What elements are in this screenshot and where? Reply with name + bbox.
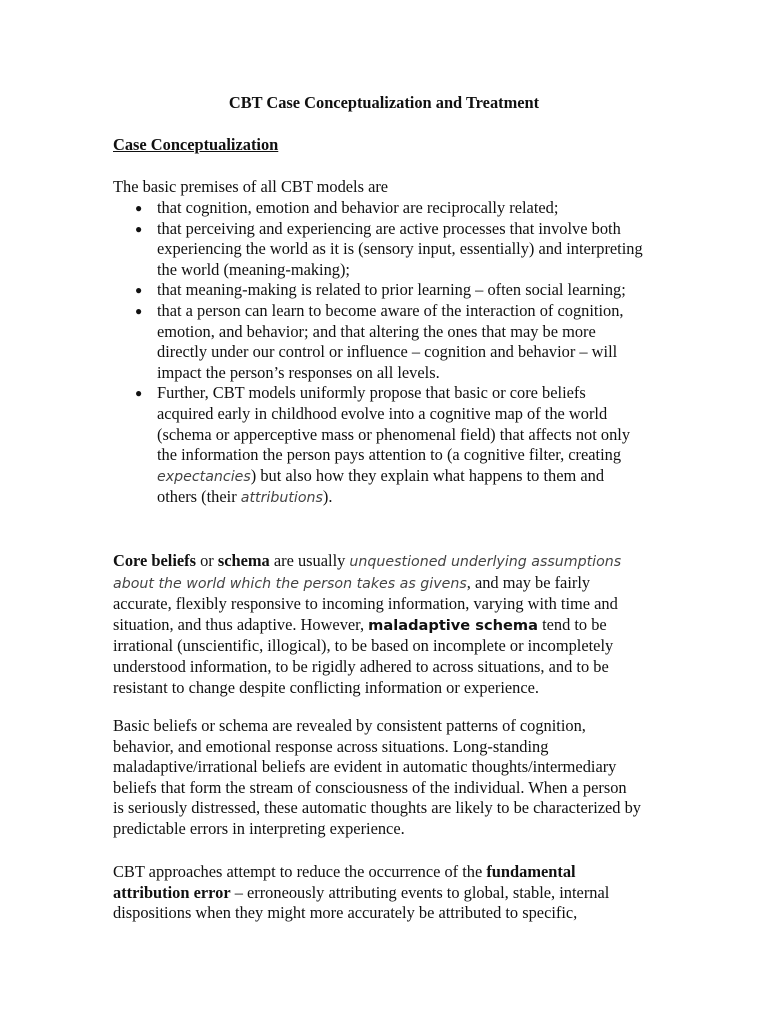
list-item bbox=[113, 198, 643, 219]
paragraph-attribution-error bbox=[113, 862, 641, 924]
intro-sentence: The basic premises of all CBT models are bbox=[113, 177, 389, 196]
list-item-text: that meaning-making is related to prior learning – often social learning; bbox=[157, 280, 626, 300]
list-item bbox=[113, 301, 643, 383]
list-item bbox=[113, 219, 643, 281]
paragraph-text: tend to be irrational (unscientific, illogical), to be based on incomplete or incompletely understood information, to be rigidly adhered to across situations, and to be resistant to change despite conflicting information or experience. bbox=[113, 614, 614, 697]
term-core-beliefs: Core beliefs bbox=[113, 551, 196, 570]
emphasis-expectancies: expectancies bbox=[157, 468, 251, 485]
bullet-icon: ● bbox=[135, 283, 143, 298]
list-item bbox=[113, 280, 643, 301]
emphasis-attributions: attributions bbox=[240, 490, 323, 507]
paragraph-text: or bbox=[196, 551, 218, 570]
paragraph-core-beliefs bbox=[113, 551, 641, 698]
document-title: CBT Case Conceptualization and Treatment bbox=[228, 93, 540, 112]
paragraph-text: CBT approaches attempt to reduce the occurrence of the bbox=[113, 862, 487, 881]
bullet-icon: ● bbox=[135, 386, 143, 401]
term-fundamental-attribution-error: fundamental attribution error bbox=[113, 862, 576, 902]
emphasis-assumptions: unquestioned underlying assumptions about the world which the person takes as givens bbox=[113, 554, 622, 592]
list-item-text: ) but also how they explain what happens to them and others (their bbox=[157, 465, 605, 507]
list-item-text: that a person can learn to become aware of the interaction of cognition, emotion, and behavior; and that altering the ones that may be more directly under our control or influence – cognition and behavior – will impact the person’s responses on all levels. bbox=[157, 300, 624, 382]
paragraph-text: , and may be fairly accurate, flexibly responsive to incoming information, varying with time and situation, and thus adaptive. However, bbox=[113, 572, 618, 634]
list-item-text: that cognition, emotion and behavior are reciprocally related; bbox=[157, 198, 559, 217]
section-heading: Case Conceptualization bbox=[113, 135, 279, 154]
list-item-text: that perceiving and experiencing are active processes that involve both experiencing the world as it is (sensory input, essentially) and interpreting the world (meaning-making); bbox=[157, 218, 643, 279]
bullet-icon: ● bbox=[135, 221, 143, 236]
list-item-text: ). bbox=[322, 487, 333, 507]
bullet-icon: ● bbox=[135, 303, 143, 318]
term-maladaptive-schema: maladaptive schema bbox=[368, 616, 538, 634]
paragraph-text: – erroneously attributing events to global, stable, internal dispositions when they might more accurately be attributed to specific, bbox=[113, 882, 610, 923]
bullet-icon: ● bbox=[135, 201, 143, 215]
premises-list bbox=[113, 198, 643, 509]
list-item bbox=[113, 383, 643, 509]
paragraph-text: are usually bbox=[269, 551, 350, 570]
paragraph-basic-beliefs: Basic beliefs or schema are revealed by consistent patterns of cognition, behavior, and emotional response across situations. Long-standing maladaptive/irrational beliefs are evident in automatic thoughts/intermediary beliefs that form the stream of consciousness of the individual. When a person is seriously distressed, these automatic thoughts are likely to be characterized by predictable errors in interpreting experience. bbox=[113, 716, 641, 838]
list-item-text: Further, CBT models uniformly propose that basic or core beliefs acquired early in childhood evolve into a cognitive map of the world (schema or apperceptive mass or phenomenal field) that affects not only the information the person pays attention to (a cognitive filter, creating bbox=[157, 383, 631, 465]
term-schema: schema bbox=[217, 551, 270, 570]
